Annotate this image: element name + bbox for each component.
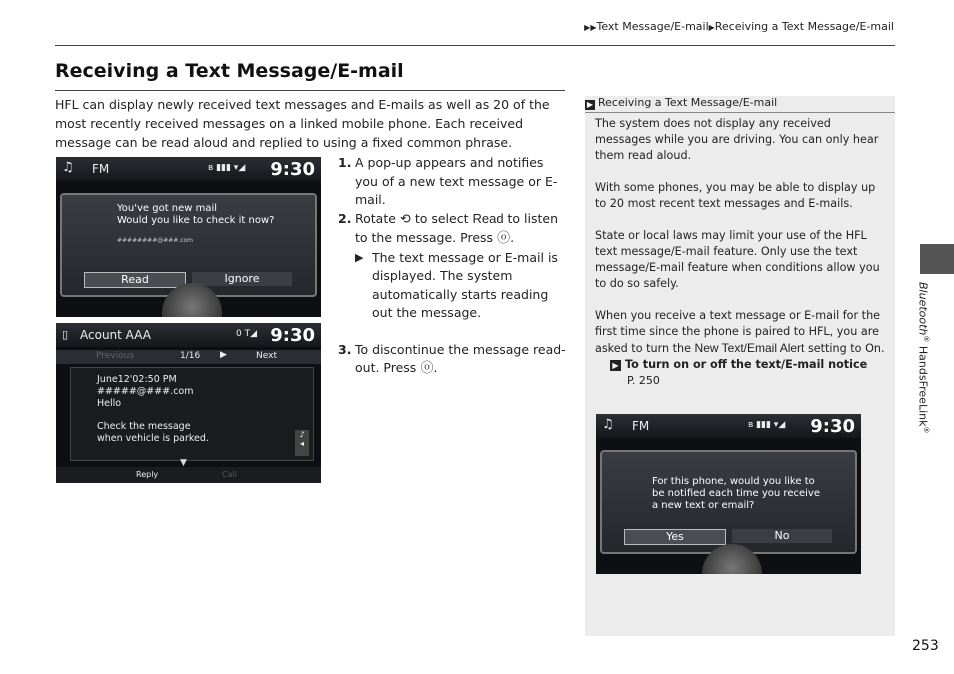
chevron-down-icon: ▼ bbox=[180, 458, 187, 468]
note-icon: ▶ bbox=[586, 100, 594, 109]
step-number: 1. bbox=[338, 155, 352, 170]
screen-status-bar bbox=[56, 157, 321, 181]
sidebar-paragraph: State or local laws may limit your use of the HFL text message/E-mail feature. Only use the text message/E-mail feature when conditions allow you to do so safely. bbox=[595, 229, 880, 290]
chapter-label bbox=[918, 282, 938, 562]
step-2-result bbox=[355, 249, 566, 323]
sidebar-title: Receiving a Text Message/E-mail bbox=[598, 96, 778, 109]
step-text: To discontinue the message read-out. Press bbox=[355, 341, 566, 375]
step-text: Rotate bbox=[355, 210, 396, 226]
xref-label[interactable]: To turn on or off the text/E-mail notice bbox=[625, 358, 868, 371]
message-date: June12'02:50 PM bbox=[97, 374, 177, 385]
clock: 9:30 bbox=[270, 159, 315, 180]
sidebar-text: setting to On. bbox=[807, 342, 885, 355]
message-panel bbox=[70, 367, 314, 461]
chapter-label-text bbox=[916, 282, 930, 433]
step-number: 3. bbox=[338, 341, 352, 357]
steps-list bbox=[338, 154, 566, 379]
title-rule bbox=[55, 90, 565, 91]
chapter-label-italic: Bluetooth bbox=[916, 282, 930, 336]
status-icons: ʙ ▮▮▮ ▾◢ bbox=[208, 163, 246, 173]
popup-line: Would you like to check it now? bbox=[117, 215, 275, 226]
step-text: to listen to the message. Press bbox=[355, 210, 559, 245]
status-icons: ʙ ▮▮▮ ▾◢ bbox=[748, 420, 786, 430]
page-number: 253 bbox=[912, 638, 939, 654]
yes-button[interactable]: Yes bbox=[624, 529, 726, 545]
sidebar-paragraph: With some phones, you may be able to display up to 20 most recent text messages and E-mails. bbox=[595, 181, 876, 210]
no-button[interactable]: No bbox=[732, 529, 832, 543]
step-text: The text message or E-mail is displayed. The system automatically starts reading out the message. bbox=[372, 249, 558, 320]
message-body: Check the message bbox=[97, 421, 191, 432]
call-button[interactable]: Call bbox=[222, 470, 237, 479]
bottom-bar bbox=[56, 467, 321, 483]
message-subject: Hello bbox=[97, 398, 122, 409]
message-nav-bar bbox=[56, 350, 321, 364]
step-text: . bbox=[433, 360, 438, 375]
read-aloud-icon: ♪ ◂ bbox=[299, 430, 305, 448]
rotate-knob-icon: ⟲ bbox=[399, 211, 411, 227]
chapter-label-rest: HandsFreeLink bbox=[916, 342, 930, 427]
ignore-button[interactable]: Ignore bbox=[192, 272, 292, 286]
clock: 9:30 bbox=[810, 416, 855, 437]
next-button[interactable]: Next bbox=[256, 351, 277, 361]
message-sender: #####@###.com bbox=[97, 386, 194, 397]
phone-icon: ▯ bbox=[62, 328, 69, 341]
read-aloud-button[interactable] bbox=[295, 430, 309, 456]
status-icons: 0 T◢ bbox=[236, 329, 258, 339]
message-content bbox=[97, 374, 209, 445]
step-2 bbox=[338, 210, 566, 323]
registered-mark: ® bbox=[922, 335, 930, 343]
press-knob-icon: ⓞ bbox=[493, 231, 511, 246]
popup-message bbox=[652, 476, 820, 512]
xref-arrow-icon: ▶ bbox=[610, 360, 621, 371]
popup-line: For this phone, would you like to bbox=[652, 476, 815, 487]
registered-mark: ® bbox=[922, 426, 930, 434]
read-label: Read bbox=[472, 210, 504, 226]
popup-line: a new text or email? bbox=[652, 500, 755, 511]
step-1 bbox=[338, 154, 566, 210]
popup-line: You've got new mail bbox=[117, 203, 218, 214]
audio-source: FM bbox=[632, 419, 650, 433]
result-arrow-icon: ▶ bbox=[355, 250, 364, 264]
music-icon: ♫ bbox=[602, 417, 614, 432]
reply-button[interactable]: Reply bbox=[136, 470, 159, 479]
music-icon: ♫ bbox=[62, 160, 74, 175]
next-arrow-icon: ▶ bbox=[220, 350, 227, 360]
screen-status-bar bbox=[56, 323, 321, 347]
breadcrumb-item[interactable]: Receiving a Text Message/E-mail bbox=[714, 20, 894, 33]
screen-new-mail-popup bbox=[56, 157, 321, 317]
sidebar-notes bbox=[585, 96, 895, 636]
popup-line: be notified each time you receive bbox=[652, 488, 820, 499]
step-number: 2. bbox=[338, 210, 352, 226]
top-rule bbox=[55, 45, 895, 46]
press-knob-icon: ⓞ bbox=[416, 361, 434, 376]
message-counter: 1/16 bbox=[180, 351, 201, 361]
popup-sender: ########@###.com bbox=[117, 237, 194, 244]
read-button[interactable]: Read bbox=[84, 272, 186, 288]
breadcrumb bbox=[584, 20, 894, 33]
chapter-tab bbox=[920, 244, 954, 274]
sidebar-paragraph bbox=[595, 308, 887, 357]
screen-message-view bbox=[56, 323, 321, 483]
step-text: . bbox=[510, 230, 515, 245]
sidebar-body bbox=[595, 116, 887, 389]
setting-name: New Text/Email Alert bbox=[694, 341, 805, 355]
step-text: to select bbox=[414, 210, 469, 226]
previous-button[interactable]: Previous bbox=[96, 351, 135, 361]
sidebar-paragraph: The system does not display any received messages while you are driving. You can only hear them read aloud. bbox=[595, 117, 879, 162]
popup-message bbox=[117, 203, 274, 247]
clock: 9:30 bbox=[270, 325, 315, 346]
step-text: A pop-up appears and notifies you of a new text message or E-mail. bbox=[355, 155, 558, 207]
intro-paragraph: HFL can display newly received text messages and E-mails as well as 20 of the most recently received messages on a linked mobile phone. Each received message can be read aloud and replied to using a fixed common phrase. bbox=[55, 97, 550, 150]
xref-page[interactable]: P. 250 bbox=[627, 374, 660, 387]
breadcrumb-arrow-icon: ▶▶ bbox=[584, 23, 597, 32]
breadcrumb-item[interactable]: Text Message/E-mail bbox=[596, 20, 709, 33]
message-body: when vehicle is parked. bbox=[97, 433, 209, 444]
popup-dialog bbox=[60, 193, 317, 297]
audio-source: FM bbox=[92, 162, 110, 176]
screen-notification-setting bbox=[596, 414, 861, 574]
screen-status-bar bbox=[596, 414, 861, 438]
cross-reference[interactable] bbox=[610, 357, 887, 373]
step-3 bbox=[338, 341, 566, 379]
popup-dialog bbox=[600, 450, 857, 554]
breadcrumb-arrow-icon: ▶ bbox=[708, 23, 715, 32]
sidebar-header bbox=[585, 96, 895, 113]
account-name: Acount AAA bbox=[80, 328, 151, 342]
page-title: Receiving a Text Message/E-mail bbox=[55, 60, 404, 82]
sidebar-text: When you receive a text message or E-mail for the first time since the phone is paired to HFL, you are asked to turn the bbox=[595, 309, 881, 355]
